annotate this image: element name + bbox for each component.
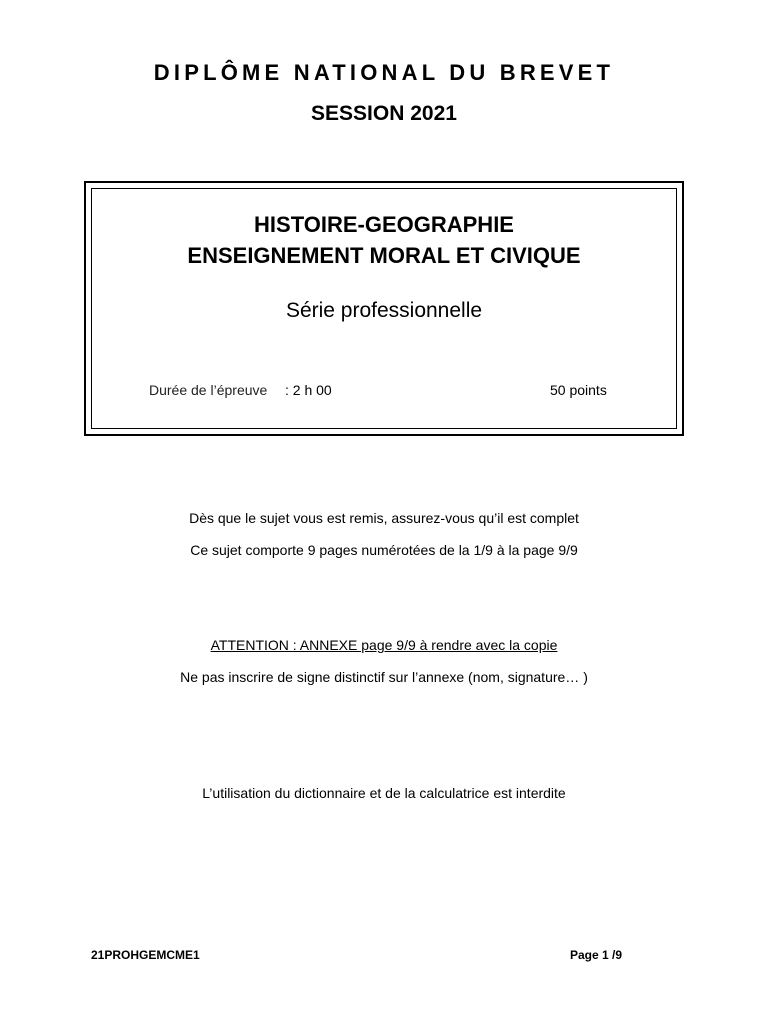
footer-subject-code: 21PROHGEMCME1 <box>91 948 200 962</box>
series-label: Série professionnelle <box>285 299 483 322</box>
dictionary-calculator-notice: L’utilisation du dictionnaire et de la calculatrice est interdite <box>202 785 566 801</box>
footer-page-number: Page 1 /9 <box>570 948 623 962</box>
annex-signature-notice: Ne pas inscrire de signe distinctif sur l’annexe (nom, signature… ) <box>180 669 588 685</box>
notice-complete: Dès que le sujet vous est remis, assurez-vous qu’il est complet <box>189 510 579 526</box>
notice-page-count: Ce sujet comporte 9 pages numérotées de la 1/9 à la page 9/9 <box>190 542 578 558</box>
attention-annex-notice: ATTENTION : ANNEXE page 9/9 à rendre avec la copie <box>210 637 558 653</box>
session-title: SESSION 2021 <box>311 102 457 125</box>
points-label: 50 points <box>550 382 607 398</box>
duration-label: Durée de l’épreuve <box>149 382 268 398</box>
diploma-title: DIPLÔME NATIONAL DU BREVET <box>153 60 615 85</box>
duration-value: : 2 h 00 <box>285 382 332 398</box>
subject-title-line-2: ENSEIGNEMENT MORAL ET CIVIQUE <box>187 243 581 268</box>
subject-title-line-1: HISTOIRE-GEOGRAPHIE <box>254 212 514 237</box>
